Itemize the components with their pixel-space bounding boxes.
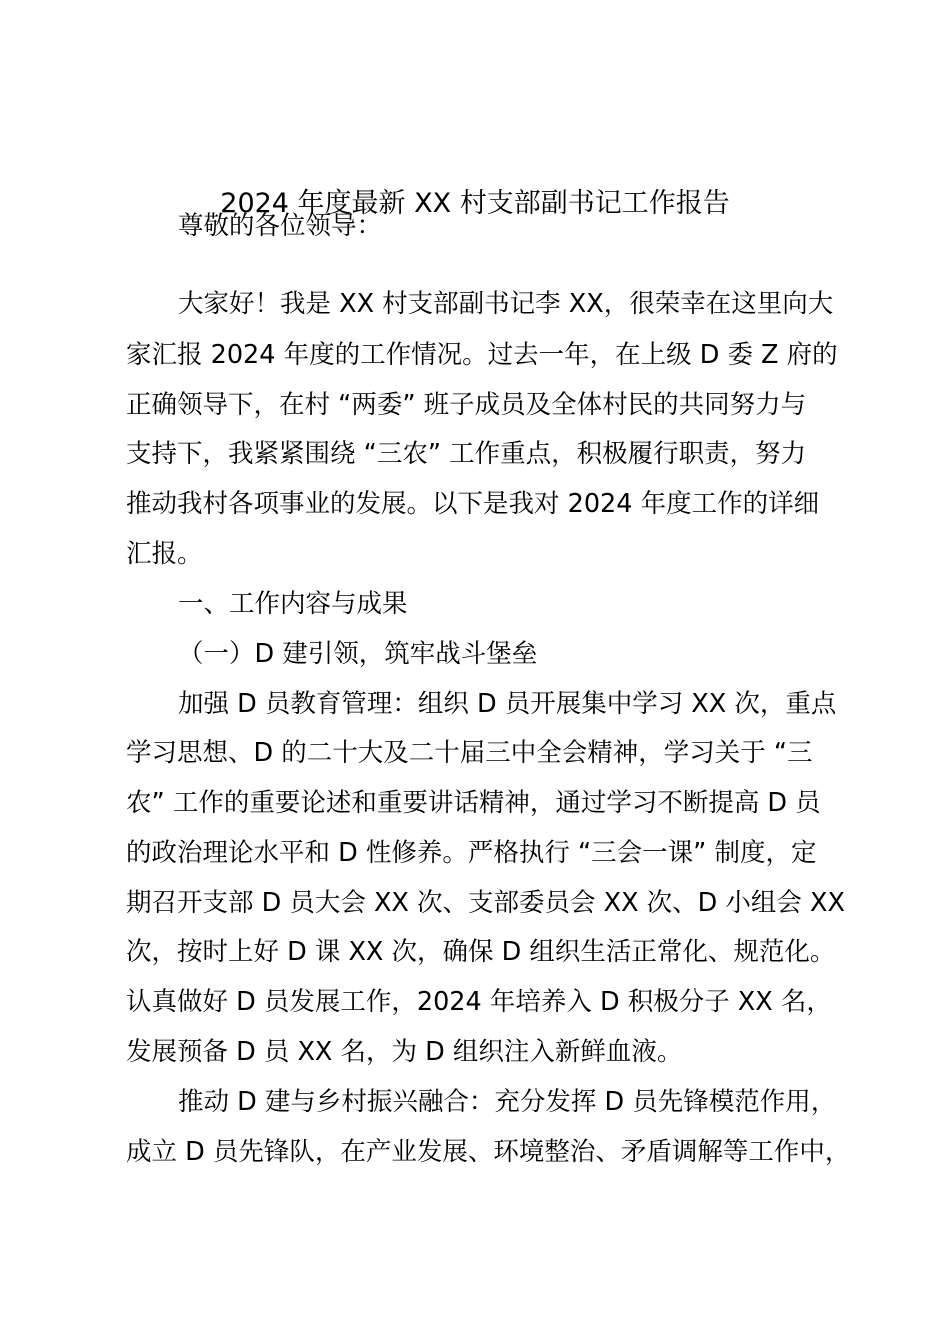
paragraph-line: 发展预备 D 员 XX 名，为 D 组织注入新鲜血液。: [126, 1037, 683, 1067]
paragraph-line: 推动 D 建与乡村振兴融合：充分发挥 D 员先锋模范作用，: [178, 1087, 837, 1117]
intro-line: 家汇报 2024 年度的工作情况。过去一年，在上级 D 委 Z 府的: [126, 340, 838, 370]
section-heading: 一、工作内容与成果: [178, 589, 408, 619]
paragraph-line: 次，按时上好 D 课 XX 次，确保 D 组织生活正常化、规范化。: [126, 937, 836, 967]
paragraph-line: 认真做好 D 员发展工作，2024 年培养入 D 积极分子 XX 名，: [126, 987, 832, 1017]
intro-line: 正确领导下，在村 “两委” 班子成员及全体村民的共同努力与: [126, 390, 807, 420]
salutation: 尊敬的各位领导：: [178, 211, 383, 241]
paragraph-line: 的政治理论水平和 D 性修养。严格执行 “三会一课” 制度，定: [126, 838, 817, 868]
intro-line: 推动我村各项事业的发展。以下是我对 2024 年度工作的详细: [126, 489, 820, 519]
subsection-heading: （一）D 建引领，筑牢战斗堡垒: [178, 639, 538, 669]
paragraph-line: 学习思想、D 的二十大及二十届三中全会精神，学习关于 “三: [126, 738, 813, 768]
document-title: 2024 年度最新 XX 村支部副书记工作报告: [220, 188, 730, 219]
intro-line: 汇报。: [126, 539, 203, 569]
intro-line: 支持下，我紧紧围绕 “三农” 工作重点，积极履行职责，努力: [126, 439, 807, 469]
paragraph-line: 期召开支部 D 员大会 XX 次、支部委员会 XX 次、D 小组会 XX: [126, 888, 845, 918]
intro-line: 大家好！我是 XX 村支部副书记李 XX，很荣幸在这里向大: [178, 289, 834, 319]
paragraph-line: 加强 D 员教育管理：组织 D 员开展集中学习 XX 次，重点: [178, 689, 837, 719]
paragraph-line: 农” 工作的重要论述和重要讲话精神，通过学习不断提高 D 员: [126, 788, 821, 818]
paragraph-line: 成立 D 员先锋队，在产业发展、环境整治、矛盾调解等工作中，: [126, 1137, 851, 1167]
